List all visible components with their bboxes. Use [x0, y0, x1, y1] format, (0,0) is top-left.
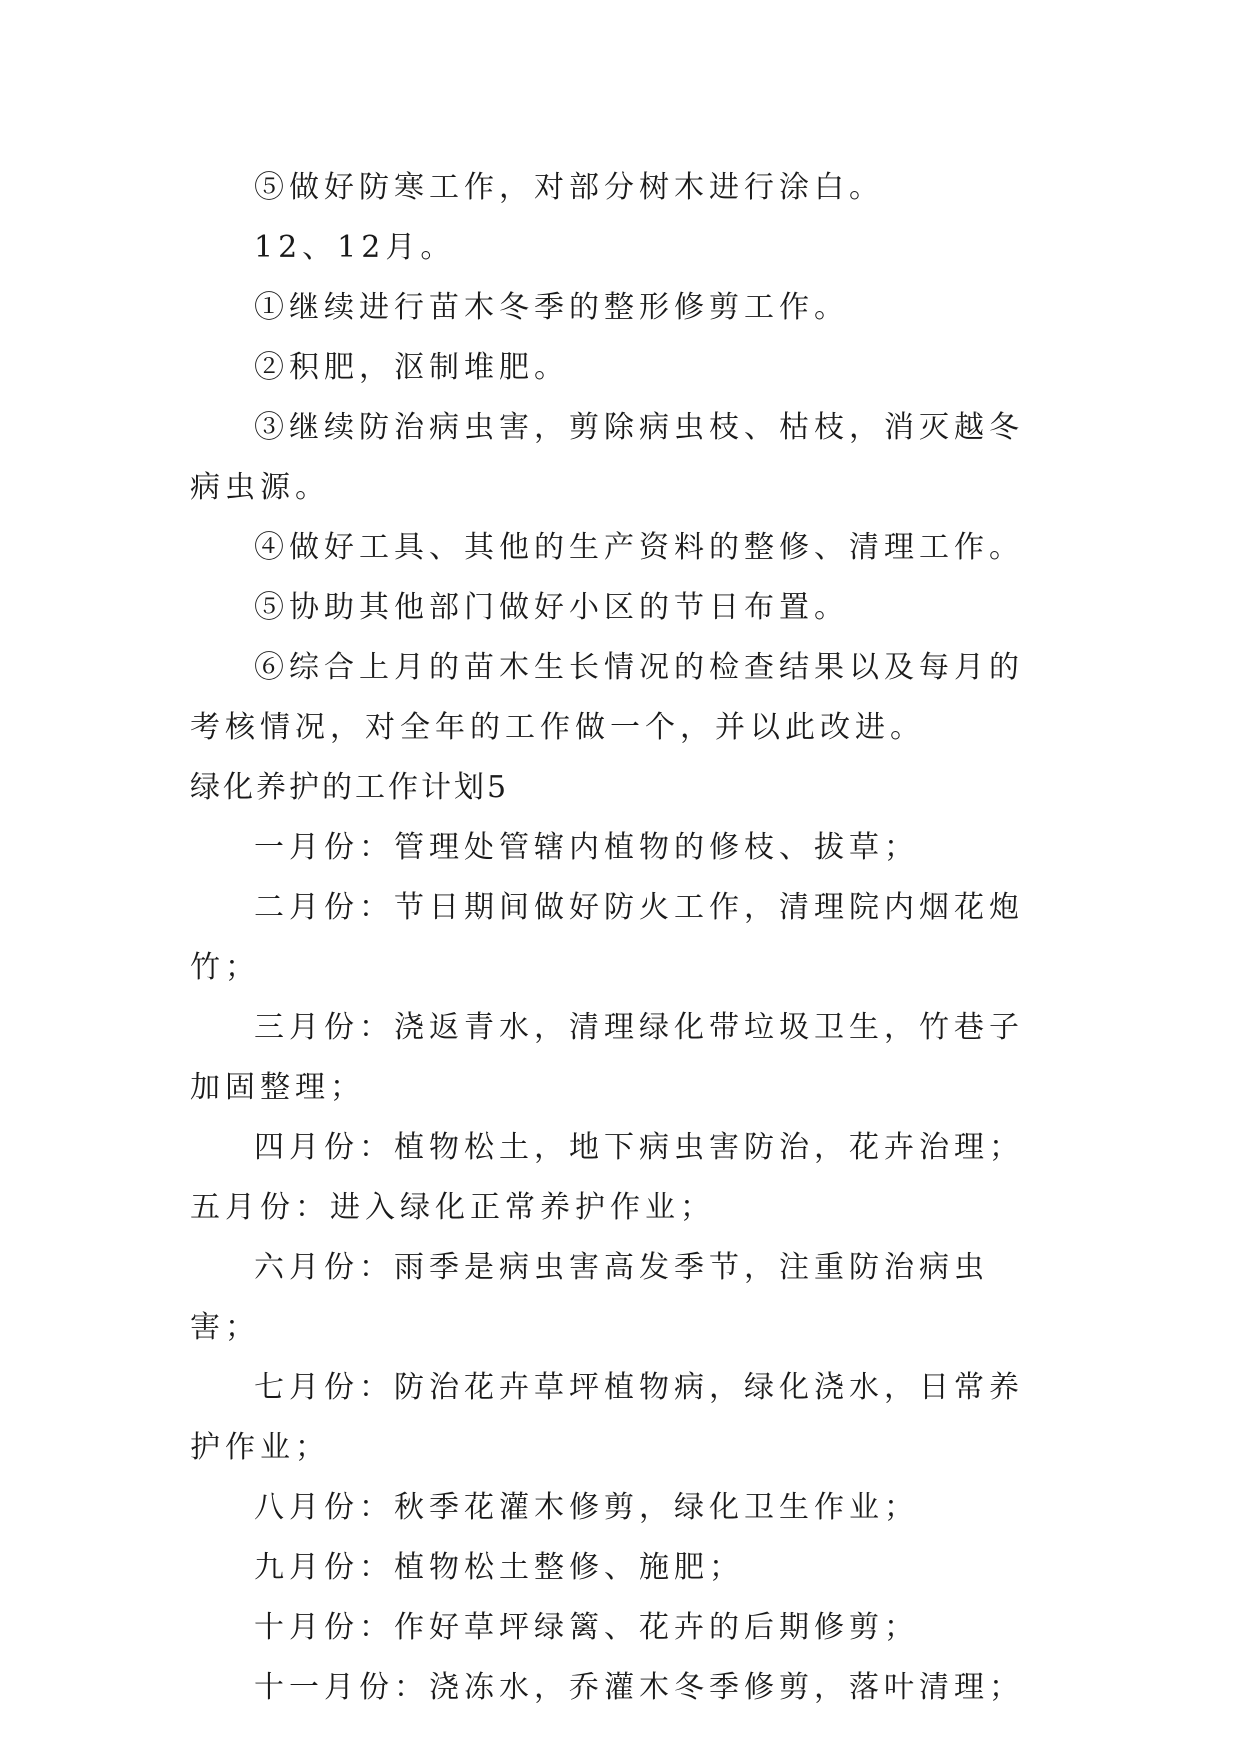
paragraph: ⑥综合上月的苗木生长情况的检查结果以及每月的考核情况，对全年的工作做一个，并以此改进。	[190, 650, 1024, 745]
month-plan-item: 七月份：防治花卉草坪植物病，绿化浇水，日常养护作业；	[190, 1370, 1024, 1465]
month-plan-item: 六月份：雨季是病虫害高发季节，注重防治病虫害；	[190, 1250, 989, 1345]
document-body	[190, 158, 1050, 1718]
paragraph: ④做好工具、其他的生产资料的整修、清理工作。	[254, 530, 1024, 565]
month-plan-item: 三月份：浇返青水，清理绿化带垃圾卫生，竹巷子加固整理；	[190, 1010, 1024, 1105]
paragraph: ②积肥，沤制堆肥。	[254, 350, 569, 385]
month-plan-item: 十一月份：浇冻水，乔灌木冬季修剪，落叶清理；	[254, 1670, 1024, 1705]
month-plan-item: 十月份：作好草坪绿篱、花卉的后期修剪；	[254, 1610, 919, 1645]
month-plan-item: 九月份：植物松土整修、施肥；	[254, 1550, 744, 1585]
month-plan-item: 四月份：植物松土，地下病虫害防治，花卉治理；五月份：进入绿化正常养护作业；	[190, 1130, 1024, 1225]
month-plan-item: 一月份：管理处管辖内植物的修枝、拔草；	[254, 830, 919, 865]
paragraph: 12、12月。	[254, 230, 456, 265]
month-plan-item: 二月份：节日期间做好防火工作，清理院内烟花炮竹；	[190, 890, 1024, 985]
paragraph: ⑤协助其他部门做好小区的节日布置。	[254, 590, 849, 625]
paragraph: ③继续防治病虫害，剪除病虫枝、枯枝，消灭越冬病虫源。	[190, 410, 1024, 505]
month-plan-item: 八月份：秋季花灌木修剪，绿化卫生作业；	[254, 1490, 919, 1525]
paragraph: ①继续进行苗木冬季的整形修剪工作。	[254, 290, 849, 325]
paragraph: ⑤做好防寒工作，对部分树木进行涂白。	[254, 170, 884, 205]
section-heading: 绿化养护的工作计划5	[190, 770, 510, 805]
